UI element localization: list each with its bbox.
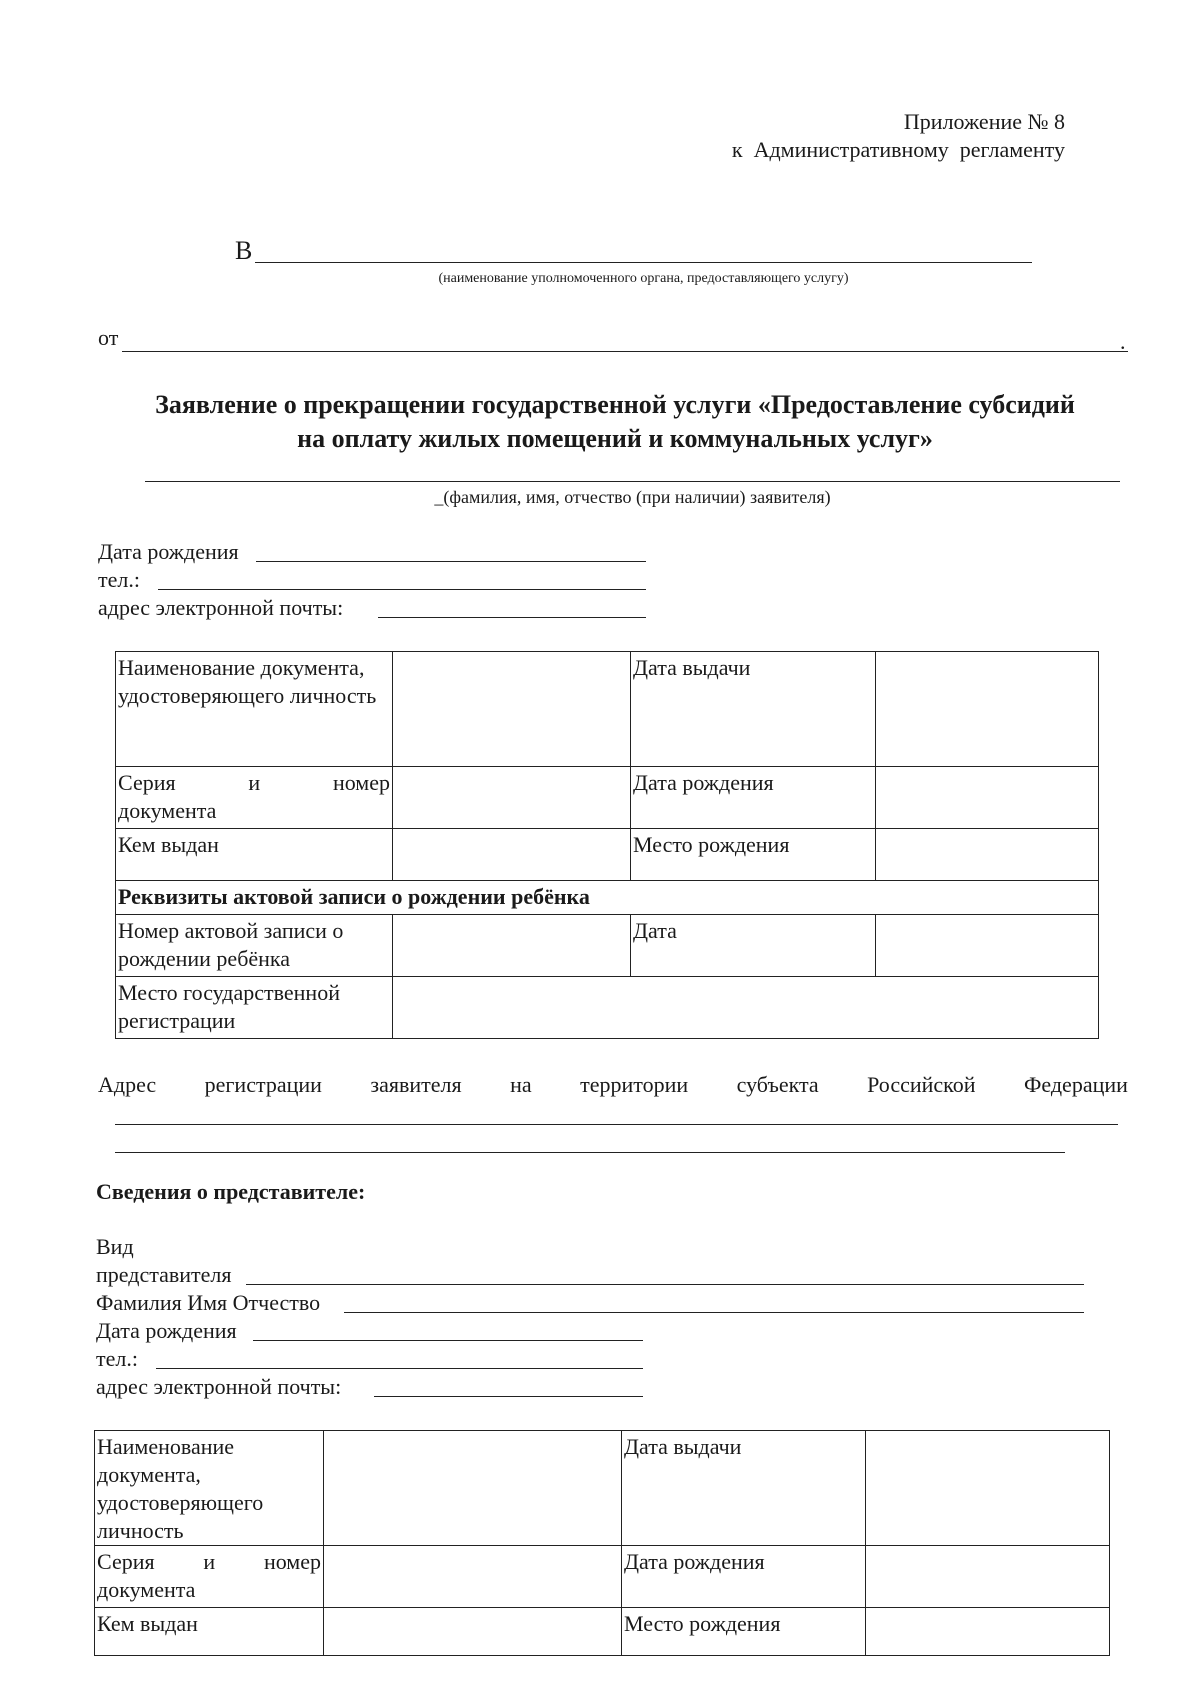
to-prefix: В — [235, 236, 253, 265]
table-cell-series-value[interactable] — [393, 767, 631, 829]
series-word-2: и — [248, 770, 261, 795]
rep-table-cell-doc-name-value[interactable] — [324, 1431, 622, 1546]
regulation-reference: к Административному регламенту — [731, 137, 1065, 162]
representative-document-table — [94, 1430, 1110, 1656]
rep-table-cell-birth-date-label: Дата рождения — [622, 1546, 866, 1608]
table-cell-birth-place-label: Место рождения — [631, 829, 876, 881]
series-word-3: номер — [332, 770, 390, 795]
table-cell-birth-date-value[interactable] — [876, 767, 1099, 829]
from-line-end: . — [1120, 329, 1126, 354]
representative-kind-label-1: Вид — [96, 1234, 134, 1259]
representative-email-line[interactable] — [374, 1396, 643, 1397]
rep-table-cell-series-value[interactable] — [324, 1546, 622, 1608]
table-cell-birth-date-label: Дата рождения — [631, 767, 876, 829]
table-cell-issued-by-label: Кем выдан — [116, 829, 393, 881]
to-authority-line[interactable] — [255, 262, 1032, 263]
table-cell-issued-by-value[interactable] — [393, 829, 631, 881]
rep-series-word-4: документа — [97, 1577, 196, 1602]
rep-table-cell-issued-by-label: Кем выдан — [95, 1608, 324, 1656]
applicant-phone-line[interactable] — [158, 589, 646, 590]
address-word-3: заявителя — [370, 1072, 462, 1097]
registration-address-label — [98, 1071, 1128, 1099]
registration-address-line-2[interactable] — [115, 1152, 1065, 1153]
representative-phone-label: тел.: — [96, 1346, 138, 1371]
table-cell-series-label — [116, 767, 393, 829]
representative-birth-date-label: Дата рождения — [96, 1318, 237, 1343]
rep-series-word-2: и — [203, 1549, 216, 1574]
table-cell-birth-place-value[interactable] — [876, 829, 1099, 881]
applicant-phone-label: тел.: — [98, 567, 140, 592]
table-cell-issue-date-value[interactable] — [876, 652, 1099, 767]
rep-table-cell-issue-date-value[interactable] — [866, 1431, 1110, 1546]
table-cell-act-number-value[interactable] — [393, 915, 631, 977]
applicant-birth-date-line[interactable] — [256, 561, 646, 562]
address-word-8: Федерации — [1024, 1072, 1128, 1097]
representative-birth-date-line[interactable] — [253, 1340, 643, 1341]
table-cell-act-record-header: Реквизиты актовой записи о рождении ребёнка — [116, 881, 1099, 915]
applicant-email-label: адрес электронной почты: — [98, 595, 344, 620]
applicant-document-table — [115, 651, 1099, 1039]
address-word-6: субъекта — [736, 1072, 819, 1097]
table-cell-act-number-label: Номер актовой записи о рождении ребёнка — [116, 915, 393, 977]
table-cell-doc-name-value[interactable] — [393, 652, 631, 767]
applicant-name-line[interactable] — [145, 481, 1120, 482]
address-word-7: Российской — [867, 1072, 976, 1097]
appendix-number: Приложение № 8 — [903, 109, 1065, 134]
series-word-4: документа — [118, 798, 217, 823]
rep-table-cell-birth-place-label: Место рождения — [622, 1608, 866, 1656]
applicant-birth-date-label: Дата рождения — [98, 539, 239, 564]
applicant-name-caption: _(фамилия, имя, отчество (при наличии) заявителя) — [434, 487, 831, 507]
from-line[interactable] — [122, 351, 1128, 352]
rep-table-cell-doc-name-label: Наименование документа, удостоверяющего личность — [95, 1431, 324, 1546]
to-authority-caption: (наименование уполномоченного органа, предоставляющего услугу) — [438, 271, 849, 286]
representative-name-line[interactable] — [344, 1312, 1084, 1313]
rep-table-cell-series-label — [95, 1546, 324, 1608]
representative-heading: Сведения о представителе: — [96, 1179, 366, 1204]
document-title-line1: Заявление о прекращении государственной услуги «Предоставление субсидий — [155, 390, 1075, 419]
representative-kind-label-2: представителя — [96, 1262, 232, 1287]
rep-table-cell-birth-place-value[interactable] — [866, 1608, 1110, 1656]
address-word-5: территории — [580, 1072, 689, 1097]
rep-table-cell-birth-date-value[interactable] — [866, 1546, 1110, 1608]
table-cell-act-date-label: Дата — [631, 915, 876, 977]
rep-table-cell-issue-date-label: Дата выдачи — [622, 1431, 866, 1546]
series-word-1: Серия — [118, 770, 176, 795]
table-cell-registration-place-value[interactable] — [393, 977, 1099, 1039]
rep-series-word-1: Серия — [97, 1549, 155, 1574]
representative-name-label: Фамилия Имя Отчество — [96, 1290, 321, 1315]
registration-address-line-1[interactable] — [115, 1124, 1118, 1125]
address-word-4: на — [510, 1072, 532, 1097]
representative-kind-line[interactable] — [246, 1284, 1084, 1285]
table-cell-registration-place-label: Место государственной регистрации — [116, 977, 393, 1039]
from-prefix: от — [98, 325, 119, 350]
address-word-2: регистрации — [204, 1072, 322, 1097]
representative-phone-line[interactable] — [156, 1368, 643, 1369]
document-title-line2: на оплату жилых помещений и коммунальных услуг» — [297, 424, 933, 453]
representative-email-label: адрес электронной почты: — [96, 1374, 342, 1399]
rep-series-word-3: номер — [263, 1549, 321, 1574]
address-word-1: Адрес — [98, 1072, 157, 1097]
table-cell-issue-date-label: Дата выдачи — [631, 652, 876, 767]
table-cell-act-date-value[interactable] — [876, 915, 1099, 977]
table-cell-doc-name-label: Наименование документа, удостоверяющего личность — [116, 652, 393, 767]
applicant-email-line[interactable] — [378, 617, 646, 618]
rep-table-cell-issued-by-value[interactable] — [324, 1608, 622, 1656]
